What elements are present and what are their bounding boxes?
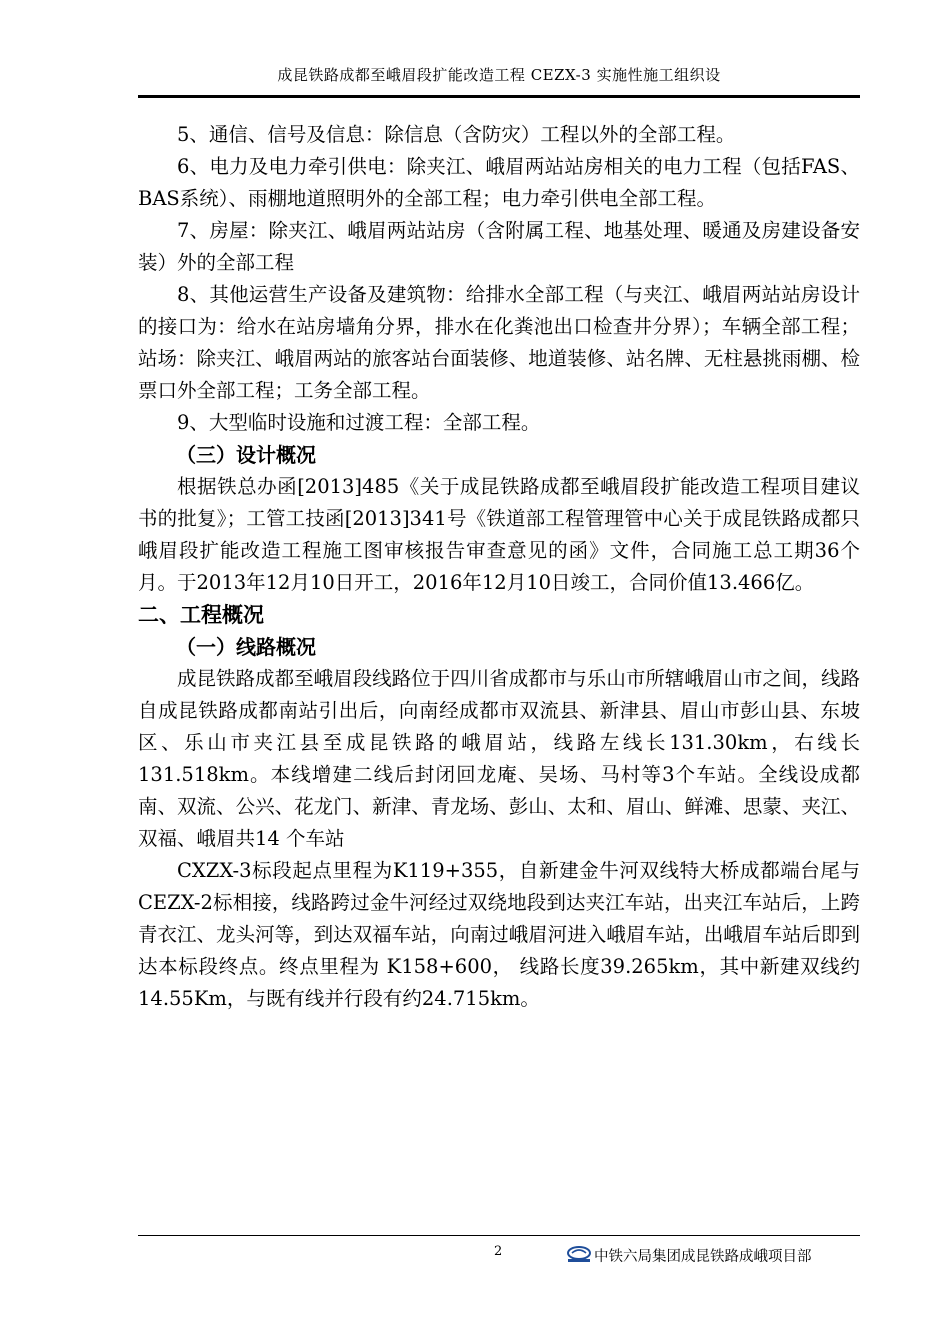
route-overview-paragraph-2: CXZX-3标段起点里程为K119+355，自新建金牛河双线特大桥成都端台尾与CEZX-2标相接，线路跨过金牛河经过双绕地段到达夹江车站，出夹江车站后，上跨青衣江、龙头河等，到达双福车站，向南过峨眉河进入峨眉车站，出峨眉车站后即到达本标段终点。终点里程为 K158+600， 线路长度39.265km，其中新建双线约14.55Km，与既有线并行段有约24.715km。 [138, 859, 860, 1010]
paragraph-item-7: 7、房屋：除夹江、峨眉两站站房（含附属工程、地基处理、暖通及房建设备安装）外的全部工程 [138, 219, 860, 274]
page-header-title: 成昆铁路成都至峨眉段扩能改造工程 CEZX-3 实施性施工组织设 [277, 66, 721, 84]
route-overview-paragraph-1: 成昆铁路成都至峨眉段线路位于四川省成都市与乐山市所辖峨眉山市之间，线路自成昆铁路成都南站引出后，向南经成都市双流县、新津县、眉山市彭山县、东坡区、乐山市夹江县至成昆铁路的峨眉站，线路左线长131.30km，右线长131.518km。本线增建二线后封闭回龙庵、吴场、马村等3个车站。全线设成都南、双流、公兴、花龙门、新津、青龙场、彭山、太和、眉山、鲜滩、思蒙、夹江、双福、峨眉共14 个车站 [138, 667, 860, 850]
header-rule [138, 95, 860, 98]
page-number: 2 [494, 1244, 503, 1259]
footer-rule [138, 1235, 860, 1236]
section-heading-route-overview: （一）线路概况 [176, 635, 316, 659]
paragraph-item-9: 9、大型临时设施和过渡工程：全部工程。 [177, 411, 541, 434]
paragraph-item-8: 8、其他运营生产设备及建筑物：给排水全部工程（与夹江、峨眉两站站房设计的接口为：给水在站房墙角分界，排水在化粪池出口检查井分界）；车辆全部工程；站场：除夹江、峨眉两站的旅客站台面装修、地道装修、站名牌、无柱悬挑雨棚、检票口外全部工程；工务全部工程。 [138, 283, 860, 402]
design-overview-paragraph: 根据铁总办函[2013]485《关于成昆铁路成都至峨眉段扩能改造工程项目建议书的批复》；工管工技函[2013]341号《铁道部工程管理管中心关于成昆铁路成都只峨眉段扩能改造工程施工图审核报告审查意见的函》文件，合同施工总工期36个月。于2013年12月10日开工，2016年12月10日竣工，合同价值13.466亿。 [138, 475, 860, 594]
company-logo-icon [566, 1246, 592, 1264]
chapter-heading-project-overview: 二、工程概况 [138, 603, 264, 627]
paragraph-item-6: 6、电力及电力牵引供电：除夹江、峨眉两站站房相关的电力工程（包括FAS、BAS系统）、雨棚地道照明外的全部工程；电力牵引供电全部工程。 [138, 155, 860, 210]
footer-organization: 中铁六局集团成昆铁路成峨项目部 [594, 1249, 812, 1265]
paragraph-item-5: 5、通信、信号及信息：除信息（含防灾）工程以外的全部工程。 [177, 123, 736, 146]
section-heading-design-overview: （三）设计概况 [176, 443, 316, 467]
document-body [138, 119, 860, 1015]
